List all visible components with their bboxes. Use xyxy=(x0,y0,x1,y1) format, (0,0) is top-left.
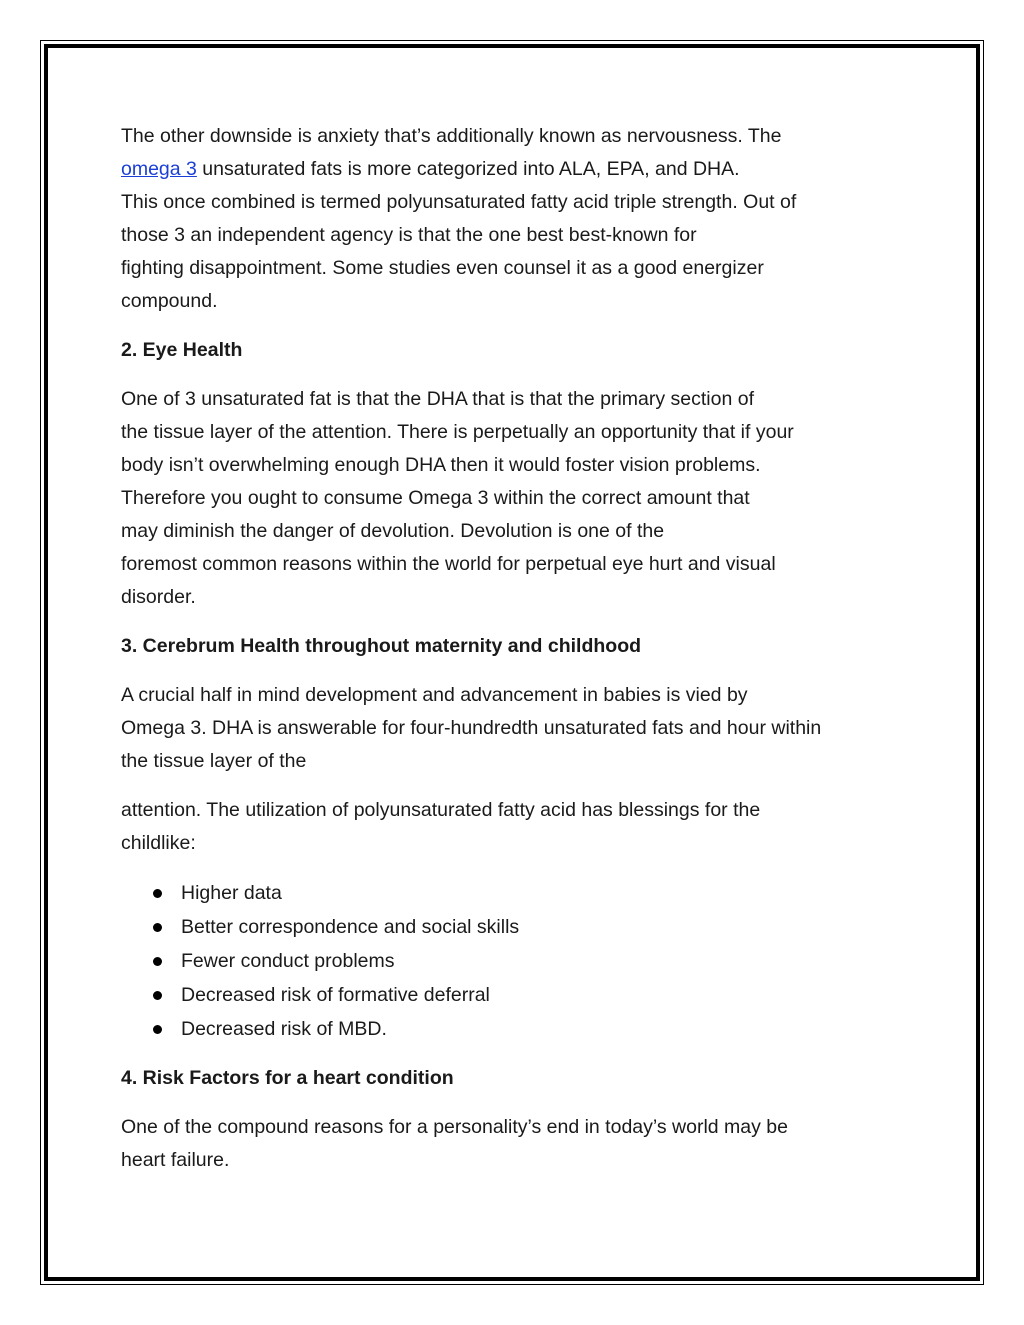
bullet-icon xyxy=(153,889,162,898)
heart-risk-heading: 4. Risk Factors for a heart condition xyxy=(121,1067,454,1089)
eye-line: foremost common reasons within the world for perpetual eye hurt and visual xyxy=(121,553,776,575)
list-item-text: Decreased risk of MBD. xyxy=(181,1018,387,1040)
list-item xyxy=(121,910,921,944)
eye-line: Therefore you ought to consume Omega 3 within the correct amount that xyxy=(121,487,750,509)
heart-paragraph xyxy=(121,1111,921,1177)
list-item xyxy=(121,876,921,910)
heart-line: heart failure. xyxy=(121,1149,230,1171)
cerebrum-health-heading: 3. Cerebrum Health throughout maternity and childhood xyxy=(121,635,642,657)
eye-line: disorder. xyxy=(121,586,196,608)
heart-line: One of the compound reasons for a personality’s end in today’s world may be xyxy=(121,1116,788,1138)
cerebrum-paragraph-2 xyxy=(121,794,921,860)
cerebrum-line: attention. The utilization of polyunsaturated fatty acid has blessings for the xyxy=(121,799,761,821)
intro-line-3: This once combined is termed polyunsaturated fatty acid triple strength. Out of xyxy=(121,191,797,213)
intro-paragraph xyxy=(121,120,921,318)
cerebrum-line: A crucial half in mind development and advancement in babies is vied by xyxy=(121,684,748,706)
list-item-text: Decreased risk of formative deferral xyxy=(181,984,490,1006)
list-item xyxy=(121,978,921,1012)
intro-line-2: unsaturated fats is more categorized into ALA, EPA, and DHA. xyxy=(196,158,740,180)
benefits-list xyxy=(121,876,921,1046)
eye-health-heading: 2. Eye Health xyxy=(121,339,243,361)
list-item xyxy=(121,944,921,978)
document-body xyxy=(121,120,921,1193)
eye-line: body isn’t overwhelming enough DHA then it would foster vision problems. xyxy=(121,454,761,476)
omega-3-link[interactable]: omega 3 xyxy=(121,158,197,180)
intro-line-6: compound. xyxy=(121,290,218,312)
cerebrum-line: the tissue layer of the xyxy=(121,750,307,772)
bullet-icon xyxy=(153,923,162,932)
bullet-icon xyxy=(153,957,162,966)
list-item-text: Fewer conduct problems xyxy=(181,950,395,972)
intro-line-4: those 3 an independent agency is that the one best best-known for xyxy=(121,224,697,246)
intro-line-5: fighting disappointment. Some studies even counsel it as a good energizer xyxy=(121,257,764,279)
list-item-text: Better correspondence and social skills xyxy=(181,916,520,938)
eye-line: One of 3 unsaturated fat is that the DHA that is that the primary section of xyxy=(121,388,755,410)
cerebrum-paragraph-1 xyxy=(121,679,921,778)
cerebrum-line: childlike: xyxy=(121,832,196,854)
eye-health-paragraph xyxy=(121,383,921,614)
list-item xyxy=(121,1012,921,1046)
cerebrum-line: Omega 3. DHA is answerable for four-hundredth unsaturated fats and hour within xyxy=(121,717,822,739)
bullet-icon xyxy=(153,1025,162,1034)
intro-line-1: The other downside is anxiety that’s additionally known as nervousness. The xyxy=(121,125,782,147)
list-item-text: Higher data xyxy=(181,882,282,904)
eye-line: may diminish the danger of devolution. Devolution is one of the xyxy=(121,520,665,542)
eye-line: the tissue layer of the attention. There is perpetually an opportunity that if your xyxy=(121,421,794,443)
bullet-icon xyxy=(153,991,162,1000)
